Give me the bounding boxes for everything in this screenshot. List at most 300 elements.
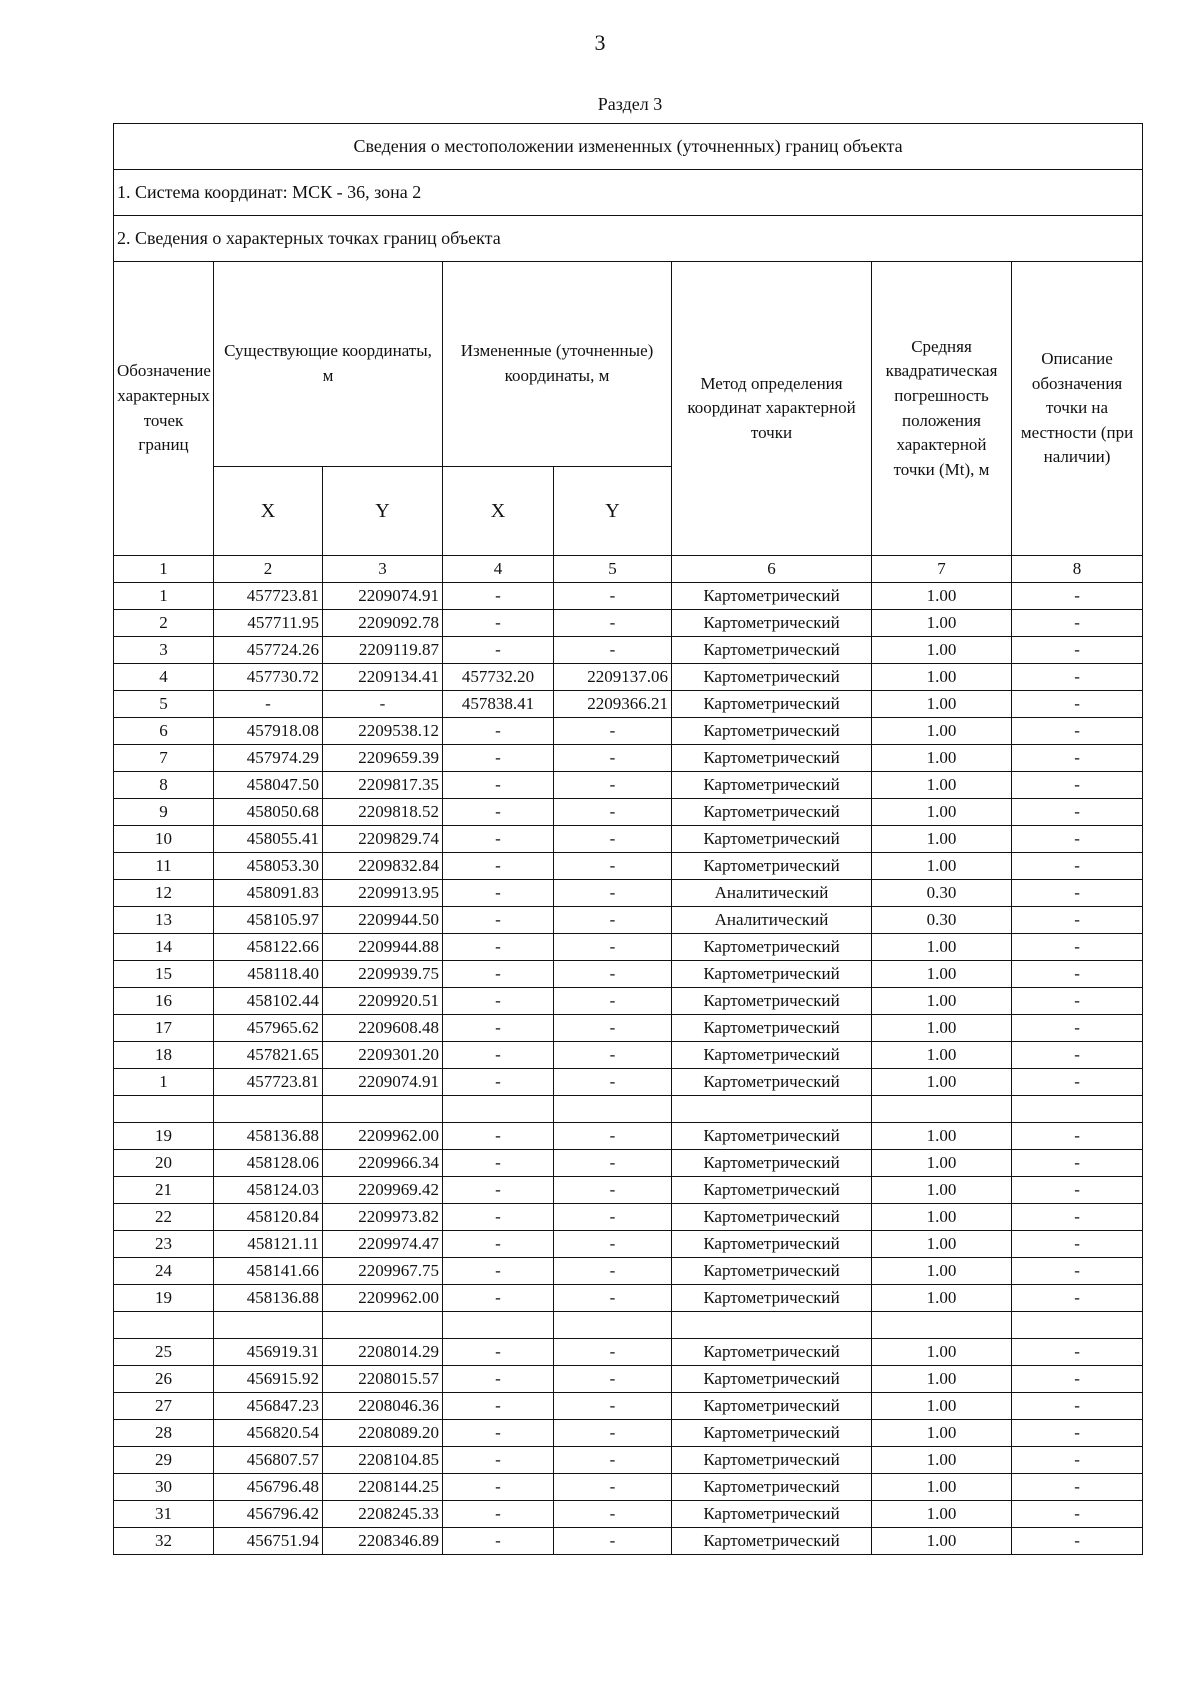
description-cell: -: [1012, 1069, 1143, 1096]
description-cell: -: [1012, 1366, 1143, 1393]
description-cell: -: [1012, 745, 1143, 772]
method-cell: Картометрический: [672, 934, 872, 961]
column-number: 6: [672, 556, 872, 583]
point-id-cell: 22: [114, 1204, 214, 1231]
point-id-cell: 19: [114, 1285, 214, 1312]
description-cell: -: [1012, 880, 1143, 907]
changed-x-cell: -: [443, 1015, 554, 1042]
method-cell: Картометрический: [672, 1042, 872, 1069]
point-id-cell: 29: [114, 1447, 214, 1474]
method-cell: Картометрический: [672, 853, 872, 880]
point-id-cell: 16: [114, 988, 214, 1015]
table-row: [114, 1258, 1143, 1285]
existing-y-cell: 2209969.42: [323, 1177, 443, 1204]
changed-y-cell: -: [554, 610, 672, 637]
changed-y-cell: -: [554, 745, 672, 772]
changed-y-cell: -: [554, 961, 672, 988]
table-row: [114, 610, 1143, 637]
method-cell: Картометрический: [672, 1447, 872, 1474]
method-cell: Картометрический: [672, 1501, 872, 1528]
empty-cell: [554, 1096, 672, 1123]
error-mt-cell: 1.00: [872, 853, 1012, 880]
existing-y-cell: 2209974.47: [323, 1231, 443, 1258]
error-mt-cell: 1.00: [872, 934, 1012, 961]
changed-x-cell: -: [443, 907, 554, 934]
description-cell: -: [1012, 1015, 1143, 1042]
error-mt-cell: 1.00: [872, 1420, 1012, 1447]
changed-x-cell: -: [443, 1231, 554, 1258]
changed-x-cell: -: [443, 961, 554, 988]
table-row: [114, 907, 1143, 934]
description-cell: -: [1012, 1285, 1143, 1312]
changed-x-cell: -: [443, 1150, 554, 1177]
column-number: 3: [323, 556, 443, 583]
existing-x-cell: -: [214, 691, 323, 718]
table-row: [114, 745, 1143, 772]
description-cell: -: [1012, 853, 1143, 880]
changed-y-cell: -: [554, 637, 672, 664]
error-mt-cell: 1.00: [872, 799, 1012, 826]
description-cell: -: [1012, 1204, 1143, 1231]
existing-x-cell: 457723.81: [214, 1069, 323, 1096]
existing-x-cell: 456847.23: [214, 1393, 323, 1420]
table-row: [114, 1231, 1143, 1258]
existing-x-cell: 457724.26: [214, 637, 323, 664]
changed-y-cell: -: [554, 907, 672, 934]
point-id-cell: 25: [114, 1339, 214, 1366]
error-mt-cell: 1.00: [872, 1447, 1012, 1474]
existing-x-cell: 458053.30: [214, 853, 323, 880]
description-cell: -: [1012, 1150, 1143, 1177]
changed-y-cell: -: [554, 1177, 672, 1204]
existing-y-cell: 2209074.91: [323, 583, 443, 610]
existing-x-cell: 456807.57: [214, 1447, 323, 1474]
col-error-header: Средняя квадратическая погрешность положения характерной точки (Mt), м: [872, 262, 1012, 556]
point-id-cell: 21: [114, 1177, 214, 1204]
changed-x-cell: 457732.20: [443, 664, 554, 691]
point-id-cell: 18: [114, 1042, 214, 1069]
empty-cell: [443, 1312, 554, 1339]
empty-cell: [554, 1312, 672, 1339]
description-cell: -: [1012, 934, 1143, 961]
existing-y-cell: 2209966.34: [323, 1150, 443, 1177]
table-row: [114, 1069, 1143, 1096]
changed-y-cell: -: [554, 934, 672, 961]
point-id-cell: 20: [114, 1150, 214, 1177]
table-row: [114, 664, 1143, 691]
changed-y-cell: -: [554, 988, 672, 1015]
existing-y-cell: 2209538.12: [323, 718, 443, 745]
description-cell: -: [1012, 1123, 1143, 1150]
empty-cell: [323, 1096, 443, 1123]
table-row: [114, 1501, 1143, 1528]
empty-cell: [872, 1096, 1012, 1123]
table-row: [114, 1528, 1143, 1555]
point-id-cell: 17: [114, 1015, 214, 1042]
description-cell: -: [1012, 610, 1143, 637]
point-id-cell: 24: [114, 1258, 214, 1285]
existing-y-cell: 2209832.84: [323, 853, 443, 880]
point-rows: [114, 583, 1143, 1555]
error-mt-cell: 1.00: [872, 1123, 1012, 1150]
description-cell: -: [1012, 826, 1143, 853]
existing-y-cell: 2208245.33: [323, 1501, 443, 1528]
column-number: 7: [872, 556, 1012, 583]
changed-y-cell: -: [554, 1123, 672, 1150]
error-mt-cell: 1.00: [872, 583, 1012, 610]
point-id-cell: 4: [114, 664, 214, 691]
point-id-cell: 19: [114, 1123, 214, 1150]
col-description-header: Описание обозначения точки на местности (при наличии): [1012, 262, 1143, 556]
existing-y-cell: 2208046.36: [323, 1393, 443, 1420]
table-row: [114, 637, 1143, 664]
point-id-cell: 11: [114, 853, 214, 880]
empty-cell: [114, 1312, 214, 1339]
point-id-cell: 1: [114, 583, 214, 610]
existing-y-cell: 2209962.00: [323, 1123, 443, 1150]
existing-x-cell: 457974.29: [214, 745, 323, 772]
existing-y-cell: 2208014.29: [323, 1339, 443, 1366]
empty-cell: [672, 1312, 872, 1339]
error-mt-cell: 1.00: [872, 826, 1012, 853]
existing-y-cell: 2209944.50: [323, 907, 443, 934]
point-id-cell: 9: [114, 799, 214, 826]
table-row: [114, 961, 1143, 988]
error-mt-cell: 1.00: [872, 610, 1012, 637]
error-mt-cell: 1.00: [872, 1528, 1012, 1555]
empty-cell: [872, 1312, 1012, 1339]
point-id-cell: 32: [114, 1528, 214, 1555]
table-row: [114, 799, 1143, 826]
changed-y-cell: -: [554, 1015, 672, 1042]
changed-x-cell: -: [443, 1420, 554, 1447]
point-id-cell: 27: [114, 1393, 214, 1420]
column-number: 5: [554, 556, 672, 583]
description-cell: -: [1012, 1528, 1143, 1555]
method-cell: Картометрический: [672, 1015, 872, 1042]
table-row: [114, 1285, 1143, 1312]
error-mt-cell: 1.00: [872, 772, 1012, 799]
method-cell: Картометрический: [672, 799, 872, 826]
existing-x-cell: 457965.62: [214, 1015, 323, 1042]
column-number: 1: [114, 556, 214, 583]
existing-y-cell: 2209659.39: [323, 745, 443, 772]
existing-x-cell: 458124.03: [214, 1177, 323, 1204]
changed-y-cell: -: [554, 1042, 672, 1069]
error-mt-cell: 1.00: [872, 637, 1012, 664]
existing-x-cell: 456919.31: [214, 1339, 323, 1366]
separator-row: [114, 1096, 1143, 1123]
description-cell: -: [1012, 691, 1143, 718]
method-cell: Картометрический: [672, 1366, 872, 1393]
changed-x-cell: -: [443, 745, 554, 772]
error-mt-cell: 1.00: [872, 745, 1012, 772]
method-cell: Картометрический: [672, 1474, 872, 1501]
error-mt-cell: 1.00: [872, 1393, 1012, 1420]
changed-x-cell: -: [443, 1177, 554, 1204]
existing-y-cell: 2208104.85: [323, 1447, 443, 1474]
existing-x-cell: 458102.44: [214, 988, 323, 1015]
description-cell: -: [1012, 664, 1143, 691]
existing-y-cell: 2209962.00: [323, 1285, 443, 1312]
description-cell: -: [1012, 907, 1143, 934]
col-existing-header: Существующие координаты, м: [214, 262, 443, 467]
existing-y-cell: 2209829.74: [323, 826, 443, 853]
description-cell: -: [1012, 961, 1143, 988]
existing-x-cell: 456915.92: [214, 1366, 323, 1393]
existing-y-cell: 2209119.87: [323, 637, 443, 664]
existing-x-cell: 458118.40: [214, 961, 323, 988]
description-cell: -: [1012, 1231, 1143, 1258]
changed-y-cell: -: [554, 1528, 672, 1555]
col-changed-x-header: X: [443, 467, 554, 556]
table-row: [114, 1177, 1143, 1204]
error-mt-cell: 1.00: [872, 988, 1012, 1015]
method-cell: Картометрический: [672, 583, 872, 610]
existing-y-cell: 2209913.95: [323, 880, 443, 907]
table-row: [114, 718, 1143, 745]
points-heading: 2. Сведения о характерных точках границ объекта: [114, 216, 1143, 262]
changed-x-cell: -: [443, 1069, 554, 1096]
description-cell: -: [1012, 718, 1143, 745]
point-id-cell: 30: [114, 1474, 214, 1501]
column-number: 4: [443, 556, 554, 583]
changed-y-cell: -: [554, 853, 672, 880]
method-cell: Картометрический: [672, 610, 872, 637]
method-cell: Картометрический: [672, 1231, 872, 1258]
changed-y-cell: 2209366.21: [554, 691, 672, 718]
empty-cell: [1012, 1096, 1143, 1123]
error-mt-cell: 1.00: [872, 664, 1012, 691]
point-id-cell: 3: [114, 637, 214, 664]
existing-y-cell: 2209817.35: [323, 772, 443, 799]
method-cell: Картометрический: [672, 1069, 872, 1096]
changed-x-cell: -: [443, 1474, 554, 1501]
method-cell: Картометрический: [672, 988, 872, 1015]
existing-y-cell: 2209092.78: [323, 610, 443, 637]
description-cell: -: [1012, 1393, 1143, 1420]
col-changed-header: Измененные (уточненные) координаты, м: [443, 262, 672, 467]
method-cell: Картометрический: [672, 745, 872, 772]
existing-x-cell: 458105.97: [214, 907, 323, 934]
description-cell: -: [1012, 1420, 1143, 1447]
method-cell: Картометрический: [672, 826, 872, 853]
changed-x-cell: -: [443, 610, 554, 637]
changed-x-cell: -: [443, 853, 554, 880]
existing-y-cell: 2208346.89: [323, 1528, 443, 1555]
existing-y-cell: 2209074.91: [323, 1069, 443, 1096]
existing-y-cell: 2209973.82: [323, 1204, 443, 1231]
point-id-cell: 8: [114, 772, 214, 799]
existing-x-cell: 458122.66: [214, 934, 323, 961]
existing-y-cell: 2209608.48: [323, 1015, 443, 1042]
existing-y-cell: 2209134.41: [323, 664, 443, 691]
table-row: [114, 1447, 1143, 1474]
changed-x-cell: -: [443, 1339, 554, 1366]
changed-y-cell: -: [554, 583, 672, 610]
point-id-cell: 1: [114, 1069, 214, 1096]
table-row: [114, 1420, 1143, 1447]
error-mt-cell: 1.00: [872, 1501, 1012, 1528]
description-cell: -: [1012, 637, 1143, 664]
existing-x-cell: 457918.08: [214, 718, 323, 745]
description-cell: -: [1012, 988, 1143, 1015]
error-mt-cell: 1.00: [872, 961, 1012, 988]
table-row: [114, 583, 1143, 610]
point-id-cell: 15: [114, 961, 214, 988]
existing-y-cell: 2208015.57: [323, 1366, 443, 1393]
table-row: [114, 1123, 1143, 1150]
existing-x-cell: 456796.48: [214, 1474, 323, 1501]
method-cell: Картометрический: [672, 691, 872, 718]
empty-cell: [443, 1096, 554, 1123]
point-id-cell: 5: [114, 691, 214, 718]
changed-x-cell: -: [443, 1285, 554, 1312]
point-id-cell: 2: [114, 610, 214, 637]
description-cell: -: [1012, 772, 1143, 799]
method-cell: Картометрический: [672, 1420, 872, 1447]
existing-y-cell: 2209920.51: [323, 988, 443, 1015]
empty-cell: [214, 1312, 323, 1339]
existing-x-cell: 456751.94: [214, 1528, 323, 1555]
point-id-cell: 23: [114, 1231, 214, 1258]
table-title: Сведения о местоположении измененных (уточненных) границ объекта: [114, 124, 1143, 170]
changed-y-cell: -: [554, 799, 672, 826]
existing-y-cell: 2209818.52: [323, 799, 443, 826]
changed-x-cell: -: [443, 988, 554, 1015]
description-cell: -: [1012, 1447, 1143, 1474]
changed-x-cell: -: [443, 1366, 554, 1393]
method-cell: Картометрический: [672, 1177, 872, 1204]
changed-x-cell: -: [443, 826, 554, 853]
existing-x-cell: 458047.50: [214, 772, 323, 799]
changed-x-cell: -: [443, 1447, 554, 1474]
changed-y-cell: -: [554, 826, 672, 853]
point-id-cell: 13: [114, 907, 214, 934]
point-id-cell: 28: [114, 1420, 214, 1447]
existing-y-cell: 2209944.88: [323, 934, 443, 961]
table-row: [114, 1015, 1143, 1042]
existing-y-cell: -: [323, 691, 443, 718]
table-row: [114, 1366, 1143, 1393]
changed-x-cell: -: [443, 1393, 554, 1420]
point-id-cell: 12: [114, 880, 214, 907]
table-row: [114, 988, 1143, 1015]
empty-cell: [114, 1096, 214, 1123]
changed-y-cell: -: [554, 772, 672, 799]
method-cell: Картометрический: [672, 772, 872, 799]
page-number: 3: [594, 30, 606, 55]
method-cell: Картометрический: [672, 961, 872, 988]
changed-y-cell: -: [554, 1231, 672, 1258]
changed-y-cell: -: [554, 1393, 672, 1420]
error-mt-cell: 1.00: [872, 1042, 1012, 1069]
error-mt-cell: 1.00: [872, 1285, 1012, 1312]
empty-cell: [214, 1096, 323, 1123]
point-id-cell: 26: [114, 1366, 214, 1393]
existing-x-cell: 457723.81: [214, 583, 323, 610]
error-mt-cell: 1.00: [872, 718, 1012, 745]
method-cell: Картометрический: [672, 1528, 872, 1555]
table-row: [114, 1339, 1143, 1366]
existing-x-cell: 458121.11: [214, 1231, 323, 1258]
table-row: [114, 1150, 1143, 1177]
method-cell: Картометрический: [672, 1150, 872, 1177]
method-cell: Картометрический: [672, 1204, 872, 1231]
method-cell: Картометрический: [672, 637, 872, 664]
col-method-header: Метод определения координат характерной точки: [672, 262, 872, 556]
changed-y-cell: -: [554, 880, 672, 907]
table-row: [114, 880, 1143, 907]
existing-y-cell: 2208144.25: [323, 1474, 443, 1501]
changed-x-cell: -: [443, 637, 554, 664]
changed-y-cell: -: [554, 718, 672, 745]
method-cell: Картометрический: [672, 664, 872, 691]
description-cell: -: [1012, 1042, 1143, 1069]
existing-x-cell: 456796.42: [214, 1501, 323, 1528]
existing-y-cell: 2209967.75: [323, 1258, 443, 1285]
changed-y-cell: -: [554, 1366, 672, 1393]
empty-cell: [323, 1312, 443, 1339]
point-id-cell: 14: [114, 934, 214, 961]
col-existing-y-header: Y: [323, 467, 443, 556]
point-id-cell: 31: [114, 1501, 214, 1528]
existing-y-cell: 2208089.20: [323, 1420, 443, 1447]
error-mt-cell: 0.30: [872, 880, 1012, 907]
changed-x-cell: -: [443, 1204, 554, 1231]
changed-x-cell: 457838.41: [443, 691, 554, 718]
changed-x-cell: -: [443, 880, 554, 907]
table-row: [114, 826, 1143, 853]
error-mt-cell: 1.00: [872, 1474, 1012, 1501]
error-mt-cell: 1.00: [872, 1366, 1012, 1393]
table-row: [114, 1474, 1143, 1501]
empty-cell: [1012, 1312, 1143, 1339]
method-cell: Картометрический: [672, 1285, 872, 1312]
existing-x-cell: 457730.72: [214, 664, 323, 691]
column-number: 8: [1012, 556, 1143, 583]
point-id-cell: 7: [114, 745, 214, 772]
method-cell: Аналитический: [672, 880, 872, 907]
existing-x-cell: 458091.83: [214, 880, 323, 907]
error-mt-cell: 1.00: [872, 1339, 1012, 1366]
col-existing-x-header: X: [214, 467, 323, 556]
description-cell: -: [1012, 1339, 1143, 1366]
coordinate-system: 1. Система координат: МСК - 36, зона 2: [114, 170, 1143, 216]
changed-y-cell: -: [554, 1474, 672, 1501]
changed-x-cell: -: [443, 1501, 554, 1528]
description-cell: -: [1012, 799, 1143, 826]
changed-x-cell: -: [443, 934, 554, 961]
existing-x-cell: 457821.65: [214, 1042, 323, 1069]
separator-row: [114, 1312, 1143, 1339]
description-cell: -: [1012, 583, 1143, 610]
changed-x-cell: -: [443, 718, 554, 745]
changed-y-cell: 2209137.06: [554, 664, 672, 691]
changed-y-cell: -: [554, 1150, 672, 1177]
boundary-points-document: [113, 123, 1142, 1555]
changed-y-cell: -: [554, 1069, 672, 1096]
error-mt-cell: 1.00: [872, 1150, 1012, 1177]
changed-y-cell: -: [554, 1447, 672, 1474]
method-cell: Картометрический: [672, 1123, 872, 1150]
method-cell: Аналитический: [672, 907, 872, 934]
table-row: [114, 691, 1143, 718]
changed-x-cell: -: [443, 583, 554, 610]
description-cell: -: [1012, 1177, 1143, 1204]
boundary-points-table: [113, 123, 1143, 1555]
error-mt-cell: 1.00: [872, 1231, 1012, 1258]
